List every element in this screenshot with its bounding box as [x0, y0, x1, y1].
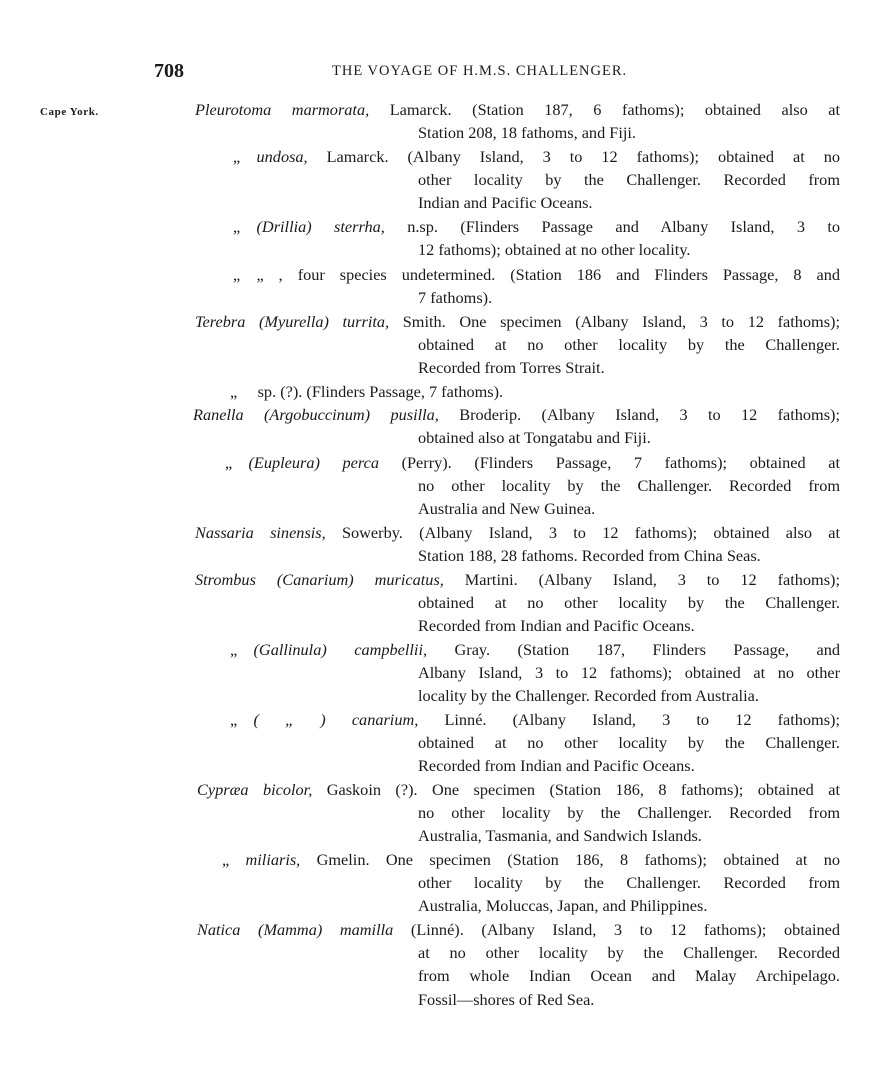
entry-text: Gray. (Station 187, Flinders Passage, and — [427, 640, 840, 659]
entry-text: Linné. (Albany Island, 3 to 12 fathoms); — [418, 710, 840, 729]
entry-lead-line — [230, 710, 840, 730]
entry-text: Martini. (Albany Island, 3 to 12 fathoms); — [443, 570, 840, 589]
entry-continuation-line: at no other locality by the Challenger. Recorded — [418, 943, 840, 963]
entry-lead-line — [233, 265, 840, 285]
entry-lead-line — [195, 312, 840, 332]
species-name: ( „ ) canarium, — [253, 710, 419, 729]
species-name: (Drillia) sterrha, — [256, 217, 385, 236]
species-name: (Gallinula) campbellii, — [253, 640, 428, 659]
ditto-mark: „ — [233, 265, 257, 284]
entry-text: (Perry). (Flinders Passage, 7 fathoms); obtained at — [379, 453, 840, 472]
entry-continuation-line: Recorded from Indian and Pacific Oceans. — [418, 756, 695, 776]
entry-lead-line — [193, 405, 840, 425]
entry-lead-line — [230, 382, 650, 402]
species-name: Terebra (Myurella) turrita, — [195, 312, 390, 331]
entry-continuation-line: obtained at no other locality by the Challenger. — [418, 335, 840, 355]
entry-continuation-line: Indian and Pacific Oceans. — [418, 193, 593, 213]
entry-continuation-line: Recorded from Torres Strait. — [418, 358, 605, 378]
entry-text: Lamarck. (Albany Island, 3 to 12 fathoms); obtained at no — [307, 147, 840, 166]
species-name: miliaris, — [245, 850, 301, 869]
entry-lead-line — [222, 850, 840, 870]
entry-lead-line — [225, 453, 840, 473]
ditto-mark: „ — [230, 382, 254, 401]
species-name: Strombus (Canarium) muricatus, — [195, 570, 444, 589]
entry-continuation-line: Australia, Moluccas, Japan, and Philippines. — [418, 896, 708, 916]
entry-continuation-line: Albany Island, 3 to 12 fathoms); obtained at no other — [418, 663, 840, 683]
entry-continuation-line: Station 208, 18 fathoms, and Fiji. — [418, 123, 636, 143]
page-number: 708 — [154, 60, 184, 82]
entry-text: n.sp. (Flinders Passage and Albany Island, 3 to — [384, 217, 840, 236]
entry-continuation-line: 7 fathoms). — [418, 288, 493, 308]
entry-lead-line — [197, 920, 840, 940]
ditto-mark: „ — [233, 217, 257, 236]
species-name: Nassaria sinensis, — [195, 523, 326, 542]
species-name: Cypræa bicolor, — [197, 780, 313, 799]
entry-continuation-line: obtained also at Tongatabu and Fiji. — [418, 428, 651, 448]
species-name: Ranella (Argobuccinum) pusilla, — [193, 405, 439, 424]
entry-continuation-line: no other locality by the Challenger. Recorded from — [418, 803, 840, 823]
entry-text: Gmelin. One specimen (Station 186, 8 fathoms); obtained at no — [300, 850, 840, 869]
entry-lead-line — [197, 780, 840, 800]
entry-lead-line — [195, 570, 840, 590]
species-name: (Eupleura) perca — [248, 453, 379, 472]
entry-continuation-line: obtained at no other locality by the Challenger. — [418, 593, 840, 613]
entry-continuation-line: other locality by the Challenger. Recorded from — [418, 170, 840, 190]
entry-lead-line — [195, 100, 840, 120]
entry-text: Broderip. (Albany Island, 3 to 12 fathoms); — [438, 405, 840, 424]
entry-continuation-line: obtained at no other locality by the Challenger. — [418, 733, 840, 753]
entry-continuation-line: locality by the Challenger. Recorded from Australia. — [418, 686, 759, 706]
entry-lead-line — [233, 147, 840, 167]
species-name: Natica (Mamma) mamilla — [197, 920, 394, 939]
entry-lead-line — [230, 640, 840, 660]
entry-lead-line — [233, 217, 840, 237]
entry-text: Smith. One specimen (Albany Island, 3 to 12 fathoms); — [389, 312, 840, 331]
entry-continuation-line: 12 fathoms); obtained at no other locality. — [418, 240, 691, 260]
entry-text: Lamarck. (Station 187, 6 fathoms); obtained also at — [369, 100, 840, 119]
entry-text: (Linné). (Albany Island, 3 to 12 fathoms); obtained — [393, 920, 840, 939]
species-name: Pleurotoma marmorata, — [195, 100, 370, 119]
ditto-mark: „ — [230, 640, 254, 659]
entry-continuation-line: Fossil—shores of Red Sea. — [418, 989, 595, 1009]
ditto-mark: „ — [225, 453, 249, 472]
ditto-mark: „ — [230, 710, 254, 729]
species-name: undosa, — [256, 147, 308, 166]
entry-text: Sowerby. (Albany Island, 3 to 12 fathoms); obtained also at — [325, 523, 840, 542]
entry-text: Gaskoin (?). One specimen (Station 186, 8 fathoms); obtained at — [312, 780, 840, 799]
entry-text: „ , four species undetermined. (Station 186 and Flinders Passage, 8 and — [256, 265, 840, 284]
entry-continuation-line: Recorded from Indian and Pacific Oceans. — [418, 616, 695, 636]
running-title: THE VOYAGE OF H.M.S. CHALLENGER. — [332, 63, 628, 79]
entry-text: sp. (?). (Flinders Passage, 7 fathoms). — [253, 382, 504, 401]
ditto-mark: „ — [233, 147, 257, 166]
entry-continuation-line: Australia, Tasmania, and Sandwich Islands. — [418, 826, 702, 846]
entry-lead-line — [195, 523, 840, 543]
entry-continuation-line: no other locality by the Challenger. Recorded from — [418, 476, 840, 496]
margin-note: Cape York. — [40, 106, 99, 118]
entry-continuation-line: Australia and New Guinea. — [418, 499, 596, 519]
ditto-mark: „ — [222, 850, 246, 869]
entry-continuation-line: Station 188, 28 fathoms. Recorded from China Seas. — [418, 546, 761, 566]
entry-continuation-line: other locality by the Challenger. Recorded from — [418, 873, 840, 893]
entry-continuation-line: from whole Indian Ocean and Malay Archipelago. — [418, 966, 840, 986]
